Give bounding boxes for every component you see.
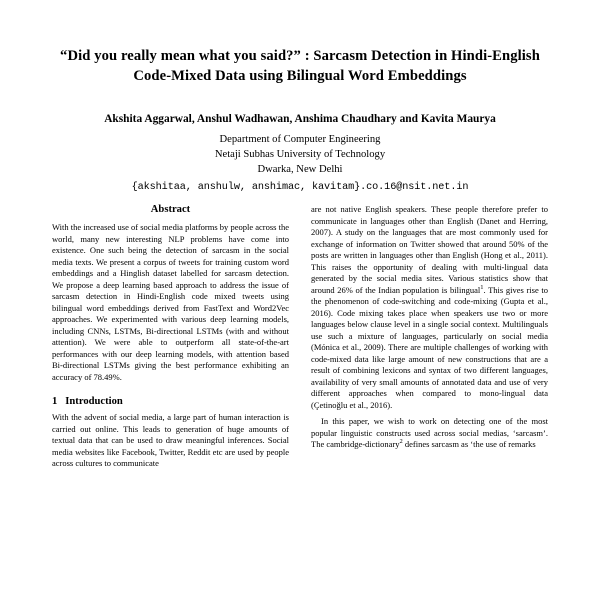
introduction-number: 1 bbox=[52, 396, 58, 408]
footnote-ref-2: 2 bbox=[399, 438, 403, 446]
footnote-ref-1: 1 bbox=[480, 283, 484, 291]
right-paragraph-1 bbox=[311, 204, 548, 411]
right-column bbox=[311, 204, 548, 470]
two-column-body bbox=[52, 204, 548, 470]
left-column bbox=[52, 204, 289, 470]
title-block bbox=[0, 0, 600, 193]
right-paragraph-1-cont: . This gives rise to the phenomenon of code-switching and code-mixing (Gupta et al., 2016). Code mixing takes place when speakers use two or more languages below clause level in a single social context. Multilinguals use such a mixture of languages, particularly on social media (Mónica et al., 2009). There are multiple challenges of working with code-mixed data like large amount of new constructions that are a result of combining lexicons and syntax of two different languages, availability of very small amounts of annotated data and use of very different approaches when compared to mono-lingual data (Çetinoğlu et al., 2016). bbox=[311, 284, 548, 410]
page-title: “Did you really mean what you said?” : Sarcasm Detection in Hindi-English Code-Mixed Data using Bilingual Word Embeddings bbox=[60, 48, 540, 85]
affiliation-line-1: Department of Computer Engineering bbox=[219, 134, 381, 146]
right-paragraph-1-text: are not native English speakers. These people therefore prefer to communicate in languages other than English (Danet and Herring, 2007). A study on the languages that are most commonly used for exchange of information on Twitter showed that around 50% of the posts are written in languages other than English (Hong et al., 2011). This raises the opportunity of dealing with multi-lingual data generated by the social media sites. Various statistics show that around 26% of the Indian population is bilingual bbox=[311, 204, 548, 295]
abstract-heading: Abstract bbox=[150, 204, 191, 215]
introduction-paragraph-1: With the advent of social media, a large part of human interaction is carried out online. This leads to generation of huge amounts of textual data that can be used to draw meaningful inferences. Social media websites like Facebook, Twitter, Reddit etc are used by people across cultures to communicate bbox=[52, 412, 289, 469]
introduction-label: Introduction bbox=[65, 396, 123, 408]
affiliation-line-3: Dwarka, New Delhi bbox=[257, 164, 343, 176]
right-paragraph-2 bbox=[311, 416, 548, 451]
affiliation-line-2: Netaji Subhas University of Technology bbox=[214, 149, 386, 161]
right-paragraph-2-cont: defines sarcasm as ‘the use of remarks bbox=[402, 439, 536, 450]
author-list: Akshita Aggarwal, Anshul Wadhawan, Anshima Chaudhary and Kavita Maurya bbox=[104, 113, 496, 126]
introduction-heading bbox=[52, 396, 289, 407]
right-paragraph-2-text: In this paper, we wish to work on detecting one of the most popular linguistic constructs used across social medias, ‘sarcasm’. The cambridge-dictionary bbox=[311, 416, 548, 450]
abstract-text: With the increased use of social media platforms by people across the world, many new interesting NLP problems have come into existence. One such being the detection of sarcasm in the social media texts. We present a corpus of tweets for training custom word embeddings and a Hinglish dataset labelled for sarcasm detection. We propose a deep learning based approach to address the issue of sarcasm detection in Hindi-English code mixed tweets using bilingual word embeddings derived from FastText and Word2Vec approaches. We experimented with various deep learning models, including CNNs, LSTMs, Bi-directional LSTMs (with and without attention). We were able to outperform all state-of-the-art performances with our deep learning models, with attention based Bi-directional LSTMs giving the best performance exhibiting an accuracy of 78.49%. bbox=[52, 222, 289, 382]
contact-email: {akshitaa, anshulw, anshimac, kavitam}.co.16@nsit.net.in bbox=[131, 182, 469, 194]
